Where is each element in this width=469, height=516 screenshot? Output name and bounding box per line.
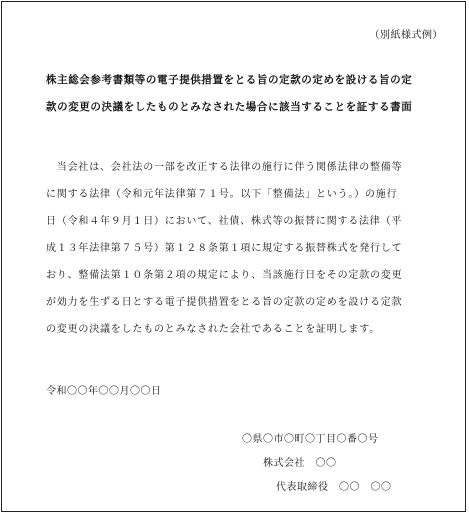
- document-title-line-1: 株主総会参考書類等の電子提供措置をとる旨の定款の定めを設ける旨の定: [46, 74, 413, 86]
- document-page: [1, 1, 466, 512]
- body-line: おり、整備法第１０条第２項の規定により、当該施行日をその定款の変更: [46, 270, 403, 281]
- form-label: （別紙様式例）: [369, 30, 443, 41]
- document-title-line-2: 款の変更の決議をしたものとみなされた場合に該当することを証する書面: [46, 101, 413, 113]
- body-line: 日（令和４年９月１日）において、社債、株式等の振替に関する法律（平: [46, 216, 403, 227]
- body-line: 成１３年法律第７５号）第１２８条第１項に規定する振替株式を発行して: [46, 243, 403, 254]
- certificate-date: 令和〇〇年〇〇月〇〇日: [46, 386, 162, 397]
- representative-director: 代表取締役 〇〇 〇〇: [276, 482, 392, 493]
- body-line: が効力を生ずる日とする電子提供措置をとる旨の定款の定めを設ける定款: [46, 297, 403, 308]
- company-name: 株式会社 〇〇: [263, 458, 337, 469]
- company-address: 〇県〇市〇町〇丁目〇番〇号: [242, 434, 379, 445]
- body-line: の変更の決議をしたものとみなされた会社であることを証明します。: [46, 324, 380, 335]
- body-line: に関する法律（令和元年法律第７１号。以下「整備法」という。）の施行: [46, 189, 398, 200]
- body-line: 当会社は、会社法の一部を改正する法律の施行に伴う関係法律の整備等: [46, 162, 403, 173]
